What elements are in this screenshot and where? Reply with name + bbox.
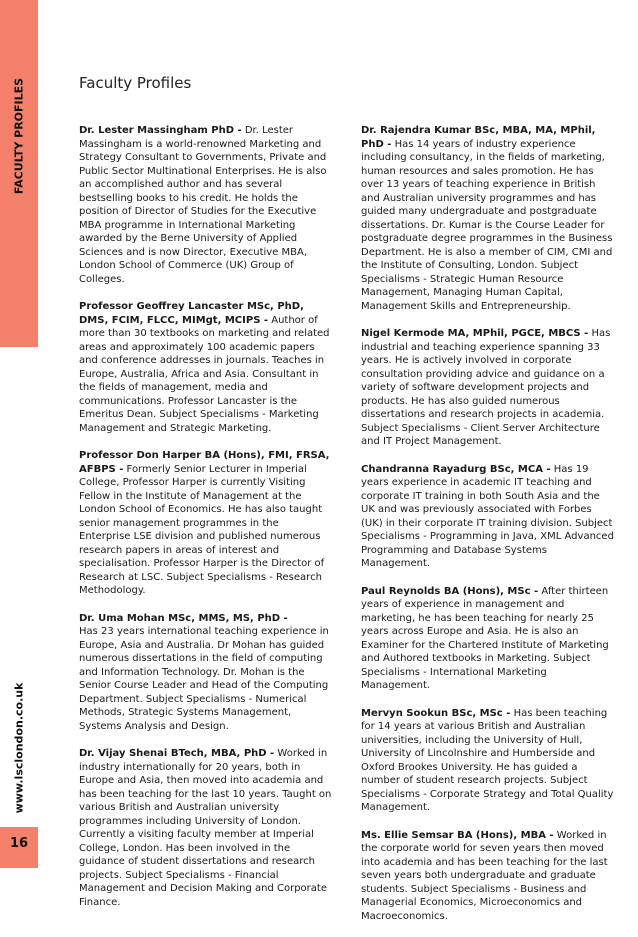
faculty-bio: Formerly Senior Lecturer in Imperial College, Professor Harper is currently Visiting Fellow in the Institute of Management at the London School of Economics. He has also taught senior management programmes in the Enterprise LSE division and published numerous research papers in areas of interest and specialisation. Professor Harper is the Director of Research at LSC. Subject Specialisms - Research Methodology.	[79, 463, 325, 596]
faculty-name: Chandranna Rayadurg BSc, MCA -	[361, 463, 551, 475]
faculty-profile	[361, 327, 615, 449]
faculty-profile	[79, 449, 333, 598]
website-url[interactable]: www.lsclondon.co.uk	[12, 682, 26, 814]
faculty-bio: Worked in industry internationally for 20 years, both in Europe and Asia, then moved into academia and has been teaching for the last 10 years. Taught on various British and Australian university programmes including University of London. Currently a visiting faculty member at Imperial College, London. Has been involved in the guidance of student dissertations and research projects. Subject Specialisms - Financial Management and Decision Making and Corporate Finance.	[79, 748, 332, 908]
faculty-profile	[361, 463, 615, 571]
faculty-bio: Has 19 years experience in academic IT teaching and corporate IT training in both South Asia and the UK and was previously associated with Forbes (UK) in their corporate IT training division. Subject Specialisms - Programming in Java, XML Advanced Programming and Database Systems Management.	[361, 463, 614, 569]
faculty-name: Paul Reynolds BA (Hons), MSc -	[361, 585, 539, 597]
faculty-bio: Dr. Lester Massingham is a world-renowned Marketing and Strategy Consultant to Governments, Private and Public Sector Multinational Enterprises. He is also an accomplished author and has several bestselling books to his credit. He holds the position of Director of Studies for the Executive MBA programme in International Marketing awarded by the Berne University of Applied Sciences and is now Director, Executive MBA, London School of Commerce (UK) Group of Colleges.	[79, 125, 327, 285]
page-heading: Faculty Profiles	[79, 74, 192, 92]
faculty-bio: Has 14 years of industry experience including consultancy, in the fields of marketing, human resources and sales promotion. He has over 13 years of teaching experience in British and Australian university programmes and has guided many undergraduate and postgraduate dissertations. Dr. Kumar is the Course Leader for postgraduate degree programmes in the Business Department. He is also a member of CIM, CMI and the Institute of Consulting, London. Subject Specialisms - Strategic Human Resource Management, Managing Human Capital, Management Skills and Entrepreneurship.	[361, 138, 613, 312]
faculty-bio: Has 23 years international teaching experience in Europe, Asia and Australia. Dr Mohan has guided numerous dissertations in the field of computing and Information Technology. Dr. Mohan is the Senior Course Leader and Head of the Computing Department. Subject Specialisms - Numerical Methods, Strategic Systems Management, Systems Analysis and Design.	[79, 626, 329, 732]
faculty-name: Dr. Rajendra Kumar BSc, MBA, MA, MPhil, PhD -	[361, 125, 596, 150]
faculty-bio: Has industrial and teaching experience spanning 33 years. He is actively involved in corporate consultation providing advice and guidance on a variety of software development projects and products. He has also guided numerous dissertations and research projects in academia. Subject Specialisms - Client Server Architecture and IT Project Management.	[361, 328, 611, 447]
faculty-profile	[361, 585, 615, 693]
faculty-name: Professor Geoffrey Lancaster MSc, PhD, DMS, FCIM, FLCC, MIMgt, MCIPS -	[79, 301, 304, 326]
left-column	[79, 124, 333, 923]
faculty-name: Ms. Ellie Semsar BA (Hons), MBA -	[361, 829, 554, 841]
faculty-name: Dr. Uma Mohan MSc, MMS, MS, PhD -	[79, 612, 288, 624]
faculty-bio: After thirteen years of experience in management and marketing, he has been teaching for nearly 25 years across Europe and Asia. He is also an Examiner for the Chartered Institute of Marketing and Authored textbooks in Marketing. Subject Specialisms - International Marketing Management.	[361, 585, 609, 691]
faculty-name: Nigel Kermode MA, MPhil, PGCE, MBCS -	[361, 328, 589, 339]
faculty-bio: Has been teaching for 14 years at various British and Australian universities, including the University of Hull, University of Lincolnshire and Humberside and Oxford Brookes University. He has guided a number of student research projects. Subject Specialisms - Corporate Strategy and Total Quality Management.	[361, 707, 614, 813]
right-column	[361, 124, 615, 937]
faculty-bio: Author of more than 30 textbooks on marketing and related areas and approximately 100 academic papers and conference addresses in journals. Teaches in Europe, Australia, Africa and Asia. Consultant in the fields of management, media and communications. Professor Lancaster is the Emeritus Dean. Subject Specialisms - Marketing Management and Strategic Marketing.	[79, 314, 330, 434]
section-title: FACULTY PROFILES	[12, 77, 26, 195]
page-number: 16	[9, 836, 29, 851]
faculty-profile	[79, 747, 333, 909]
faculty-name: Dr. Vijay Shenai BTech, MBA, PhD -	[79, 748, 275, 759]
faculty-profile	[79, 124, 333, 286]
sidebar	[0, 0, 38, 903]
faculty-name: Mervyn Sookun BSc, MSc -	[361, 707, 511, 719]
faculty-profile	[361, 829, 615, 924]
faculty-name: Dr. Lester Massingham PhD -	[79, 125, 242, 136]
faculty-profile	[361, 707, 615, 815]
faculty-name: Professor Don Harper BA (Hons), FMI, FRSA, AFBPS -	[79, 450, 330, 475]
faculty-profile	[79, 612, 333, 734]
faculty-profile	[79, 300, 333, 435]
faculty-profile	[361, 124, 615, 313]
sidebar-white-bottom	[0, 868, 38, 903]
faculty-bio: Worked in the corporate world for seven years then moved into academia and has been teaching for the last seven years both undergraduate and graduate students. Subject Specialisms - Business and Managerial Economics, Microeconomics and Macroeconomics.	[361, 829, 608, 922]
